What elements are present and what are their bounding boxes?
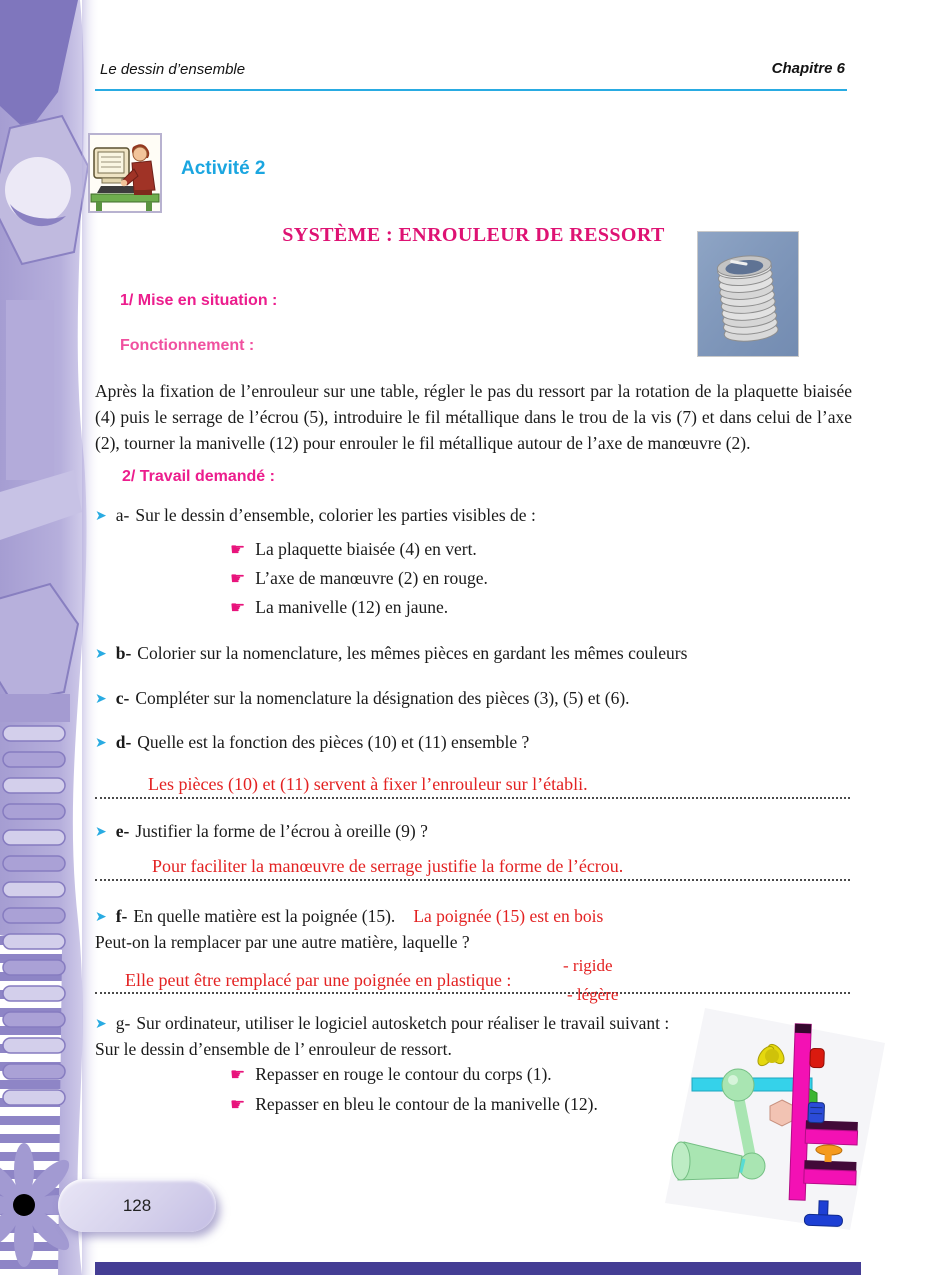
hand-bullet-icon: ☛ (230, 1095, 246, 1114)
hand-bullet-icon: ☛ (230, 569, 246, 588)
bullet-text: Repasser en bleu le contour de la manivelle (12). (255, 1094, 598, 1114)
system-title: SYSTÈME : ENROULEUR DE RESSORT (282, 224, 665, 246)
task-f-inline-answer: La poignée (15) est en bois (413, 906, 604, 926)
task-f-note-2: - légère (567, 985, 619, 1004)
functioning-paragraph: Après la fixation de l’enrouleur sur une table, régler le pas du ressort par la rotation de la plaquette biaisée (4) puis le serrage de l’écrou (5), introduire le fil métallique dans le trou de la vis (7) et dans celui de l’axe (2), tourner la manivelle (12) pour enrouler le fil métallique autour de l’axe de manœuvre (2). (95, 381, 852, 453)
bullet-text: L’axe de manœuvre (2) en rouge. (255, 568, 488, 588)
task-f-label: f- (115, 906, 128, 926)
task-e-answer: Pour faciliter la manœuvre de serrage justifie la forme de l’écrou. (152, 856, 624, 876)
task-d-label: d- (115, 732, 132, 752)
hand-bullet-icon: ☛ (230, 598, 246, 617)
bullet-text: La plaquette biaisée (4) en vert. (255, 539, 477, 559)
arrow-bullet-icon: ➤ (95, 910, 107, 925)
arrow-bullet-icon: ➤ (95, 825, 107, 840)
task-f-answer: Elle peut être remplacé par une poignée en plastique : (125, 970, 512, 990)
arrow-bullet-icon: ➤ (95, 736, 107, 751)
person-at-computer-icon (88, 133, 162, 213)
arrow-bullet-icon: ➤ (95, 1017, 107, 1032)
bullet-text: La manivelle (12) en jaune. (255, 597, 449, 617)
task-g-bullet-1 (230, 1064, 552, 1085)
task-f-text: En quelle matière est la poignée (15). (133, 906, 396, 926)
task-a (95, 505, 536, 526)
task-d (95, 732, 529, 753)
hand-bullet-icon: ☛ (230, 1065, 246, 1084)
answer-dotted-line (95, 797, 850, 799)
task-c-label: c- (115, 688, 130, 708)
task-b-label: b- (115, 643, 132, 663)
task-a-bullet-2 (230, 568, 488, 589)
task-a-bullet-1 (230, 539, 477, 560)
task-g (95, 1013, 669, 1034)
header-rule (95, 89, 847, 91)
footer-bar (95, 1262, 861, 1275)
task-g-text: Sur ordinateur, utiliser le logiciel autosketch pour réaliser le travail suivant : (136, 1013, 670, 1033)
section-1-heading: 1/ Mise en situation : (120, 292, 278, 309)
answer-dotted-line (95, 879, 850, 881)
answer-dotted-line (95, 992, 850, 994)
arrow-bullet-icon: ➤ (95, 647, 107, 662)
spring-winder-3d-render (650, 1008, 885, 1230)
task-e-label: e- (115, 821, 130, 841)
task-g-bullet-2 (230, 1094, 598, 1115)
activity-label: Activité 2 (181, 158, 266, 179)
task-a-bullet-3 (230, 597, 448, 618)
header-chapter: Chapitre 6 (771, 60, 845, 77)
decorative-left-border (0, 0, 100, 1275)
hand-bullet-icon: ☛ (230, 540, 246, 559)
task-b (95, 643, 687, 664)
bullet-text: Repasser en rouge le contour du corps (1). (255, 1064, 552, 1084)
task-g-text2: Sur le dessin d’ensemble de l’ enrouleur de ressort. (95, 1039, 452, 1059)
header-section-title: Le dessin d’ensemble (100, 61, 246, 78)
task-e (95, 821, 428, 842)
task-a-text: Sur le dessin d’ensemble, colorier les parties visibles de : (135, 505, 536, 525)
task-d-text: Quelle est la fonction des pièces (10) et (11) ensemble ? (137, 732, 530, 752)
arrow-bullet-icon: ➤ (95, 509, 107, 524)
page-number (58, 1179, 216, 1232)
task-f-text2: Peut-on la remplacer par une autre matière, laquelle ? (95, 932, 470, 952)
task-c (95, 688, 630, 709)
task-d-answer: Les pièces (10) et (11) servent à fixer l’enrouleur sur l’établi. (148, 774, 588, 794)
task-f (95, 906, 603, 927)
task-c-text: Compléter sur la nomenclature la désignation des pièces (3), (5) et (6). (135, 688, 630, 708)
page-number-text: 128 (122, 1195, 152, 1215)
task-e-text: Justifier la forme de l’écrou à oreille (9) ? (135, 821, 428, 841)
task-a-label: a- (115, 505, 130, 525)
section-2-heading: 2/ Travail demandé : (122, 468, 275, 485)
task-b-text: Colorier sur la nomenclature, les mêmes pièces en gardant les mêmes couleurs (137, 643, 688, 663)
task-f-note-1: - rigide (563, 956, 613, 975)
fonctionnement-heading: Fonctionnement : (120, 337, 255, 354)
arrow-bullet-icon: ➤ (95, 692, 107, 707)
spring-insert-photo (697, 231, 799, 357)
task-g-label: g- (115, 1013, 131, 1033)
